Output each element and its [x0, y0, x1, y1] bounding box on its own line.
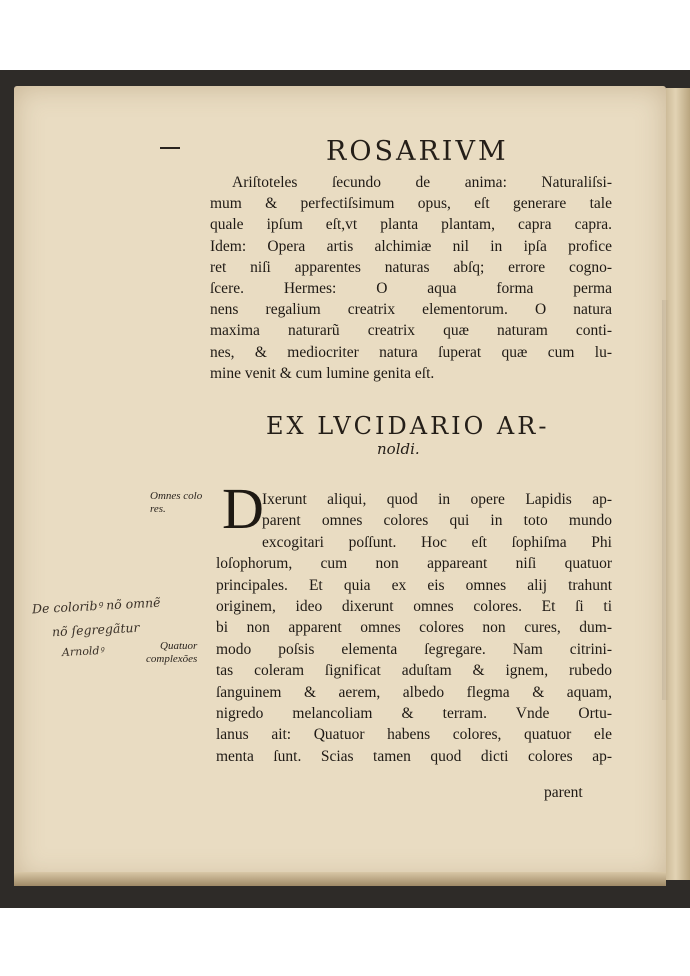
margin-note-line: complexões	[146, 653, 198, 665]
text-line: modo poſsis elementa ſegregare. Nam citrini-	[216, 640, 612, 658]
text-line: nigredo melancoliam & terram. Vnde Ortu-	[216, 705, 612, 723]
drop-initial: D	[222, 476, 264, 541]
text-line: parent omnes colores qui in toto mundo	[262, 512, 612, 530]
page-bottom-edge	[14, 872, 666, 886]
text-line: maxima naturarũ creatrix quæ naturam conti-	[210, 322, 612, 340]
gutter-shadow	[662, 300, 670, 700]
margin-note-line: Omnes colo	[150, 490, 203, 502]
text-line: mum & perfectiſsimum opus, eſt generare tale	[210, 195, 612, 213]
text-line: originem, ideo dixerunt omnes colores. Et ſi ti	[216, 598, 612, 616]
text-line: nens regalium creatrix elementorum. O natura	[210, 301, 612, 319]
handwritten-annotation: De coloribꝰ nõ omnẽ	[31, 594, 161, 617]
paragraph-1	[210, 172, 612, 384]
text-line: principales. Et quia ex eis omnes alij trahunt	[216, 576, 612, 594]
text-line: Ariſtoteles ſecundo de anima: Naturaliſsi-	[232, 174, 612, 191]
text-line: Idem: Opera artis alchimiæ nil in ipſa profice	[210, 237, 612, 255]
text-line: bi non apparent omnes colores non cures, dum-	[216, 619, 612, 637]
section-heading: EX LVCIDARIO AR-	[266, 412, 550, 440]
text-line: ſanguinem & aerem, albedo flegma & aquam,	[216, 683, 612, 701]
text-line: mine venit & cum lumine genita eſt.	[210, 364, 435, 382]
text-line: menta ſunt. Scias tamen quod dicti colores ap-	[216, 747, 612, 765]
text-line: lanus ait: Quatuor habens colores, quatuor ele	[216, 726, 612, 744]
handwritten-annotation: Arnoldꝰ	[61, 643, 104, 660]
margin-note-colors	[150, 490, 202, 516]
paragraph-2	[216, 489, 612, 767]
text-line: ſcere. Hermes: O aqua forma perma	[210, 280, 612, 298]
text-line: nes, & mediocriter natura ſuperat quæ cum lu-	[210, 343, 612, 361]
text-line: Ixerunt aliqui, quod in opere Lapidis ap-	[262, 491, 612, 508]
handwritten-annotation: nõ ſegregãtur	[51, 619, 140, 640]
section-heading-continuation: noldi.	[377, 440, 420, 458]
text-line: ret niſi apparentes naturas abſq; errore cogno-	[210, 258, 612, 276]
margin-note-line: res.	[150, 503, 166, 515]
margin-note-complexions	[146, 640, 197, 666]
text-line: tas coleram ſignificat aduſtam & ignem, rubedo	[216, 662, 612, 680]
running-head: ROSARIVM	[326, 136, 509, 167]
catchword: parent	[544, 784, 583, 801]
decorative-dash	[160, 147, 180, 149]
text-line: quale ipſum eſt,vt planta plantam, capra capra.	[210, 216, 612, 234]
text-line: loſophorum, cum non appareant niſi quatuor	[216, 555, 612, 573]
margin-note-line: Quatuor	[160, 640, 198, 652]
text-line: excogitari poſſunt. Hoc eſt ſophiſma Phi	[262, 533, 612, 551]
